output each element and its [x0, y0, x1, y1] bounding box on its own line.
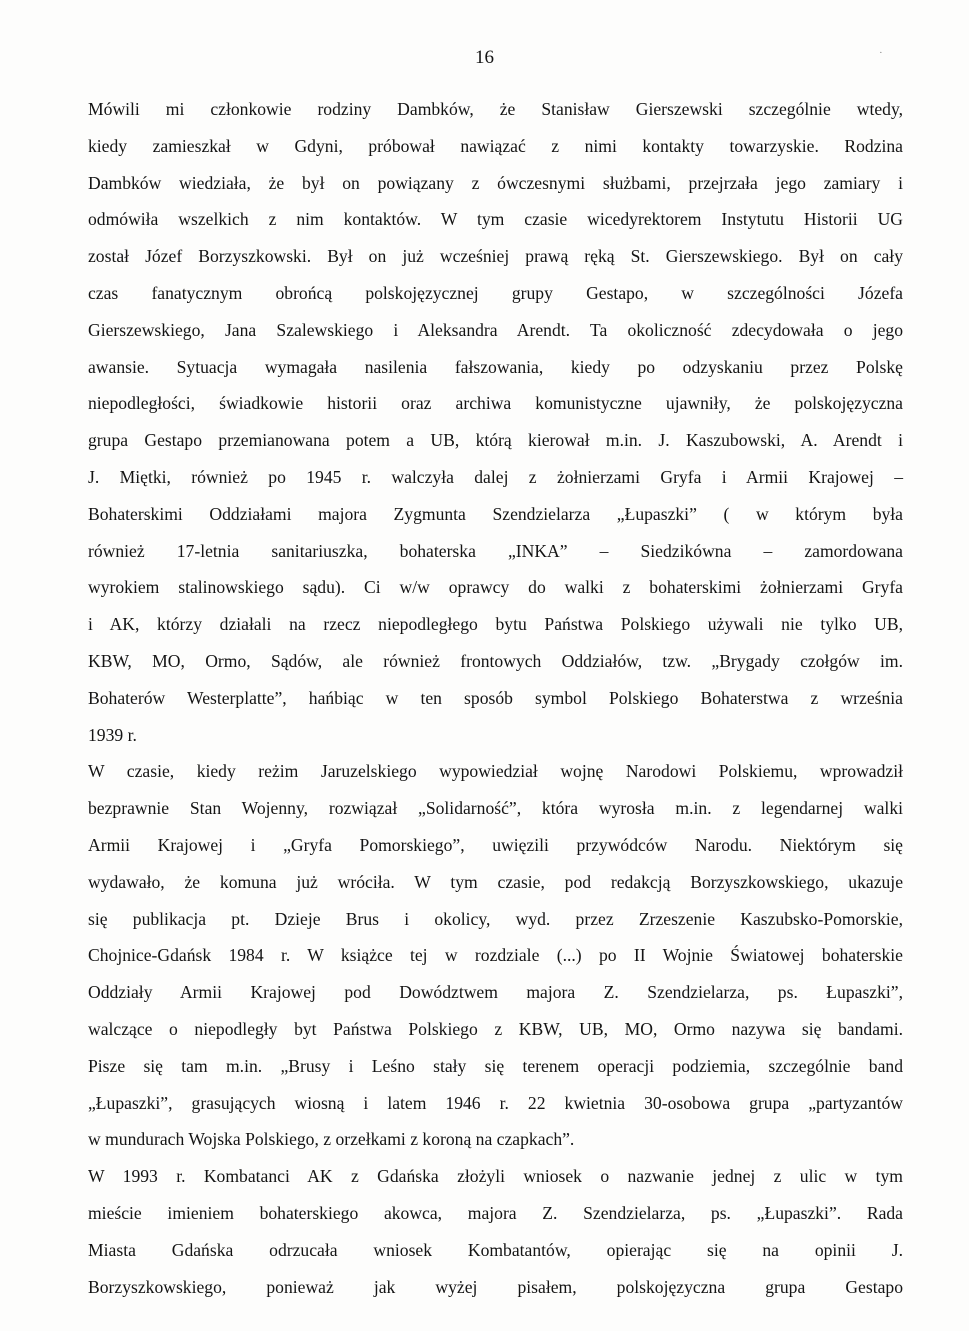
- text-line: się publikacja pt. Dzieje Brus i okolicy, wyd. przez Zrzeszenie Kaszubsko-Pomorskie,: [88, 908, 903, 929]
- text-line: Pisze się tam m.in. „Brusy i Leśno stały się terenem operacji podziemia, szczególnie band: [88, 1055, 903, 1076]
- body-text: [88, 91, 903, 1305]
- text-line: Armii Krajowej i „Gryfa Pomorskiego”, uwięzili przywódców Narodu. Niektórym się: [88, 834, 903, 855]
- scan-speck: ·: [879, 47, 883, 59]
- text-line: 1939 r.: [88, 724, 137, 745]
- text-line: Borzyszkowskiego, ponieważ jak wyżej pisałem, polskojęzyczna grupa Gestapo: [88, 1276, 903, 1297]
- text-line: w mundurach Wojska Polskiego, z orzełkami z koroną na czapkach”.: [88, 1129, 575, 1150]
- text-line: awansie. Sytuacja wymagała nasilenia fałszowania, kiedy po odzyskaniu przez Polskę: [88, 356, 903, 377]
- text-line: bezprawnie Stan Wojenny, rozwiązał „Solidarność”, która wyrosła m.in. z legendarnej walki: [88, 798, 903, 819]
- text-line: również 17-letnia sanitariuszka, bohaterska „INKA” – Siedzikówna – zamordowana: [88, 540, 903, 561]
- text-line: wydawało, że komuna już wróciła. W tym czasie, pod redakcją Borzyszkowskiego, ukazuje: [88, 871, 903, 892]
- text-line: Oddziały Armii Krajowej pod Dowództwem majora Z. Szendzielarza, ps. Łupaszki”,: [88, 982, 903, 1003]
- text-line: Chojnice-Gdańsk 1984 r. W książce tej w rozdziale (...) po II Wojnie Światowej bohaterskie: [88, 945, 903, 966]
- text-line: grupa Gestapo przemianowana potem a UB, którą kierował m.in. J. Kaszubowski, A. Arendt i: [88, 430, 903, 451]
- text-line: Dambków wiedziała, że był on powiązany z ówczesnymi służbami, przejrzała jego zamiary i: [88, 172, 903, 193]
- text-line: Miasta Gdańska odrzucała wniosek Kombatantów, opierając się na opinii J.: [88, 1239, 903, 1260]
- text-line: czas fanatycznym obrońcą polskojęzycznej grupy Gestapo, w szczególności Józefa: [88, 282, 903, 303]
- text-line: W czasie, kiedy reżim Jaruzelskiego wypowiedział wojnę Narodowi Polskiemu, wprowadził: [88, 761, 903, 782]
- text-line: wyrokiem stalinowskiego sądu). Ci w/w oprawcy do walki z bohaterskimi żołnierzami Gryfa: [88, 577, 903, 598]
- text-line: „Łupaszki”, grasujących wiosną i latem 1946 r. 22 kwietnia 30-osobowa grupa „partyzantów: [88, 1092, 903, 1113]
- text-line: KBW, MO, Ormo, Sądów, ale również frontowych Oddziałów, tzw. „Brygady czołgów im.: [88, 650, 903, 671]
- text-line: niepodległości, świadkowie historii oraz archiwa komunistyczne ujawniły, że polskojęzyczna: [88, 393, 903, 414]
- text-line: walczące o niepodległy byt Państwa Polskiego z KBW, UB, MO, Ormo nazywa się bandami.: [88, 1018, 903, 1039]
- text-line: Gierszewskiego, Jana Szalewskiego i Aleksandra Arendt. Ta okoliczność zdecydowała o jego: [88, 319, 903, 340]
- text-line: kiedy zamieszkał w Gdyni, próbował nawiązać z nimi kontakty towarzyskie. Rodzina: [88, 135, 903, 156]
- text-line: W 1993 r. Kombatanci AK z Gdańska złożyli wniosek o nazwanie jednej z ulic w tym: [88, 1166, 903, 1187]
- text-line: odmówiła wszelkich z nim kontaktów. W tym czasie wicedyrektorem Instytutu Historii UG: [88, 209, 903, 230]
- page-number: 16: [475, 47, 494, 68]
- text-line: J. Miętki, również po 1945 r. walczyła dalej z żołnierzami Gryfa i Armii Krajowej –: [88, 466, 903, 487]
- text-line: został Józef Borzyszkowski. Był on już wcześniej prawą ręką St. Gierszewskiego. Był on cały: [88, 246, 903, 267]
- text-line: Mówili mi członkowie rodziny Dambków, że Stanisław Gierszewski szczególnie wtedy,: [88, 99, 903, 119]
- text-line: mieście imieniem bohaterskiego akowca, majora Z. Szendzielarza, ps. „Łupaszki”. Rada: [88, 1202, 903, 1223]
- text-line: Bohaterskimi Oddziałami majora Zygmunta Szendzielarza „Łupaszki” ( w którym była: [88, 503, 903, 524]
- text-line: i AK, którzy działali na rzecz niepodległego bytu Państwa Polskiego używali nie tylko UB,: [88, 614, 903, 635]
- text-line: Bohaterów Westerplatte”, hańbiąc w ten sposób symbol Polskiego Bohaterstwa z września: [88, 687, 903, 708]
